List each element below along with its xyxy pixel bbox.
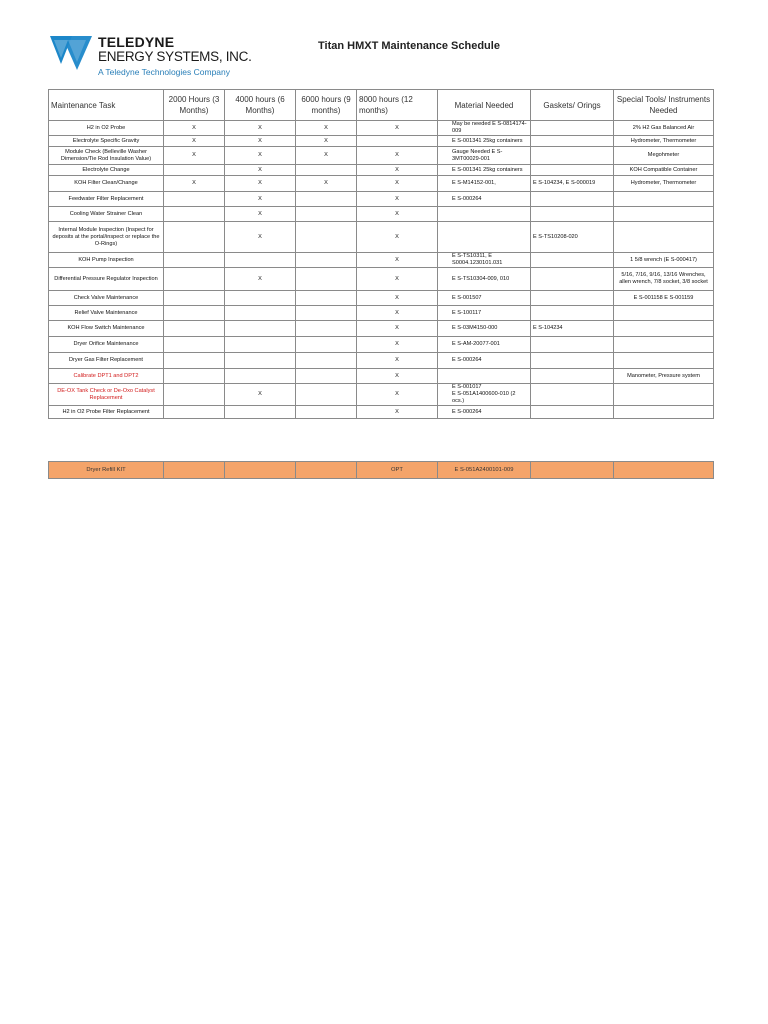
hours-8000-cell: X bbox=[357, 268, 438, 291]
tools-cell: Hydrometer, Thermometer bbox=[614, 176, 714, 192]
header-row bbox=[49, 90, 714, 121]
task-cell: Calibrate DPT1 and DPT2 bbox=[49, 369, 164, 384]
schedule-body bbox=[49, 121, 714, 419]
hours-4000-cell bbox=[225, 291, 296, 306]
task-cell: Electrolyte Specific Gravity bbox=[49, 136, 164, 147]
table-row bbox=[49, 268, 714, 291]
task-cell: Dryer Gas Filter Replacement bbox=[49, 353, 164, 369]
material-cell: E S-000264 bbox=[438, 192, 531, 207]
header-8000-hours: 8000 hours (12 months) bbox=[357, 90, 438, 121]
tools-cell bbox=[614, 192, 714, 207]
material-cell: E S-AM-20077-001 bbox=[438, 337, 531, 353]
task-cell: DE-OX Tank Check or De-Oxo Catalyst Replacement bbox=[49, 384, 164, 406]
hours-2000-cell bbox=[164, 406, 225, 419]
table-row bbox=[49, 353, 714, 369]
gaskets-cell bbox=[531, 384, 614, 406]
kit-2000 bbox=[164, 462, 225, 479]
gaskets-cell: E S-TS10208-020 bbox=[531, 222, 614, 253]
task-cell: Cooling Water Strainer Clean bbox=[49, 207, 164, 222]
material-cell: E S-001017 E S-051A1400600-010 (2 ocs.) bbox=[438, 384, 531, 406]
hours-6000-cell bbox=[296, 222, 357, 253]
hours-4000-cell bbox=[225, 353, 296, 369]
table-row bbox=[49, 192, 714, 207]
task-cell: KOH Filter Clean/Change bbox=[49, 176, 164, 192]
tools-cell: 1 5/8 wrench (E S-000417) bbox=[614, 253, 714, 268]
hours-2000-cell bbox=[164, 384, 225, 406]
table-row bbox=[49, 253, 714, 268]
teledyne-logo-icon bbox=[48, 34, 94, 72]
tools-cell: E S-001158 E S-001159 bbox=[614, 291, 714, 306]
hours-2000-cell bbox=[164, 306, 225, 321]
tools-cell: KOH Compatible Container bbox=[614, 165, 714, 176]
hours-2000-cell bbox=[164, 207, 225, 222]
table-row bbox=[49, 222, 714, 253]
gaskets-cell bbox=[531, 253, 614, 268]
hours-6000-cell bbox=[296, 165, 357, 176]
task-cell: Check Valve Maintenance bbox=[49, 291, 164, 306]
table-row bbox=[49, 291, 714, 306]
header-6000-hours: 6000 hours (9 months) bbox=[296, 90, 357, 121]
table-row bbox=[49, 207, 714, 222]
hours-6000-cell bbox=[296, 253, 357, 268]
hours-2000-cell bbox=[164, 222, 225, 253]
hours-4000-cell: X bbox=[225, 165, 296, 176]
hours-6000-cell bbox=[296, 192, 357, 207]
hours-8000-cell: X bbox=[357, 321, 438, 337]
task-cell: Differential Pressure Regulator Inspection bbox=[49, 268, 164, 291]
gaskets-cell bbox=[531, 121, 614, 136]
hours-8000-cell: X bbox=[357, 207, 438, 222]
material-cell bbox=[438, 369, 531, 384]
hours-6000-cell bbox=[296, 337, 357, 353]
hours-2000-cell bbox=[164, 369, 225, 384]
hours-4000-cell bbox=[225, 306, 296, 321]
kit-4000 bbox=[225, 462, 296, 479]
tools-cell: Manometer, Pressure system bbox=[614, 369, 714, 384]
hours-6000-cell bbox=[296, 384, 357, 406]
hours-4000-cell bbox=[225, 337, 296, 353]
tools-cell bbox=[614, 306, 714, 321]
hours-8000-cell bbox=[357, 136, 438, 147]
gaskets-cell bbox=[531, 207, 614, 222]
material-cell: Gauge Needed E S-3MT00029-001 bbox=[438, 147, 531, 165]
dryer-refill-kit-table bbox=[48, 461, 714, 479]
table-row bbox=[49, 121, 714, 136]
hours-4000-cell: X bbox=[225, 222, 296, 253]
tools-cell bbox=[614, 406, 714, 419]
task-cell: Electrolyte Change bbox=[49, 165, 164, 176]
gaskets-cell bbox=[531, 353, 614, 369]
hours-4000-cell: X bbox=[225, 121, 296, 136]
hours-4000-cell: X bbox=[225, 192, 296, 207]
hours-2000-cell: X bbox=[164, 176, 225, 192]
table-row bbox=[49, 406, 714, 419]
tools-cell bbox=[614, 337, 714, 353]
task-cell: Relief Valve Maintenance bbox=[49, 306, 164, 321]
hours-2000-cell bbox=[164, 268, 225, 291]
tools-cell: 5/16, 7/16, 9/16, 13/16 Wrenches, allen wrench, 7/8 socket, 3/8 socket bbox=[614, 268, 714, 291]
hours-8000-cell: X bbox=[357, 222, 438, 253]
task-cell: Dryer Orifice Maintenance bbox=[49, 337, 164, 353]
tools-cell bbox=[614, 207, 714, 222]
hours-2000-cell bbox=[164, 291, 225, 306]
material-cell: E S-000264 bbox=[438, 353, 531, 369]
header-tools: Special Tools/ Instruments Needed bbox=[614, 90, 714, 121]
hours-6000-cell bbox=[296, 406, 357, 419]
table-row bbox=[49, 136, 714, 147]
task-cell: H2 in O2 Probe Filter Replacement bbox=[49, 406, 164, 419]
task-cell: KOH Pump Inspection bbox=[49, 253, 164, 268]
maintenance-schedule-table bbox=[48, 89, 714, 419]
header-2000-hours: 2000 Hours (3 Months) bbox=[164, 90, 225, 121]
hours-2000-cell bbox=[164, 253, 225, 268]
hours-8000-cell: X bbox=[357, 176, 438, 192]
logo-tagline: A Teledyne Technologies Company bbox=[98, 67, 230, 77]
hours-2000-cell bbox=[164, 165, 225, 176]
task-cell: H2 in O2 Probe bbox=[49, 121, 164, 136]
gaskets-cell bbox=[531, 136, 614, 147]
hours-4000-cell bbox=[225, 369, 296, 384]
hours-2000-cell: X bbox=[164, 136, 225, 147]
tools-cell: 2% H2 Gas Balanced Air bbox=[614, 121, 714, 136]
hours-8000-cell: X bbox=[357, 192, 438, 207]
gaskets-cell bbox=[531, 147, 614, 165]
hours-8000-cell: X bbox=[357, 165, 438, 176]
hours-4000-cell: X bbox=[225, 176, 296, 192]
hours-8000-cell: X bbox=[357, 291, 438, 306]
hours-8000-cell: X bbox=[357, 369, 438, 384]
material-cell: E S-001341 25kg containers bbox=[438, 136, 531, 147]
hours-6000-cell bbox=[296, 321, 357, 337]
hours-4000-cell: X bbox=[225, 147, 296, 165]
hours-6000-cell: X bbox=[296, 176, 357, 192]
hours-6000-cell bbox=[296, 369, 357, 384]
table-row bbox=[49, 321, 714, 337]
kit-6000 bbox=[296, 462, 357, 479]
hours-8000-cell: X bbox=[357, 121, 438, 136]
material-cell: E S-000264 bbox=[438, 406, 531, 419]
table-row bbox=[49, 369, 714, 384]
hours-6000-cell bbox=[296, 291, 357, 306]
table-row bbox=[49, 147, 714, 165]
material-cell bbox=[438, 207, 531, 222]
hours-4000-cell: X bbox=[225, 207, 296, 222]
table-row bbox=[49, 176, 714, 192]
hours-2000-cell bbox=[164, 353, 225, 369]
gaskets-cell bbox=[531, 268, 614, 291]
material-cell: E S-03M4150-000 bbox=[438, 321, 531, 337]
hours-8000-cell: X bbox=[357, 337, 438, 353]
kit-tools bbox=[614, 462, 714, 479]
hours-4000-cell bbox=[225, 253, 296, 268]
table-row bbox=[49, 306, 714, 321]
hours-8000-cell: X bbox=[357, 306, 438, 321]
tools-cell: Hydrometer, Thermometer bbox=[614, 136, 714, 147]
hours-4000-cell: X bbox=[225, 384, 296, 406]
hours-8000-cell: X bbox=[357, 147, 438, 165]
task-cell: KOH Flow Switch Maintenance bbox=[49, 321, 164, 337]
material-cell bbox=[438, 222, 531, 253]
logo-company-name: TELEDYNE bbox=[98, 34, 175, 50]
hours-2000-cell: X bbox=[164, 147, 225, 165]
hours-2000-cell bbox=[164, 321, 225, 337]
hours-4000-cell bbox=[225, 321, 296, 337]
hours-8000-cell: X bbox=[357, 406, 438, 419]
material-cell: May be needed E S-0814174-009 bbox=[438, 121, 531, 136]
hours-6000-cell bbox=[296, 207, 357, 222]
material-cell: E S-M14152-001, bbox=[438, 176, 531, 192]
gaskets-cell bbox=[531, 192, 614, 207]
teledyne-logo bbox=[48, 34, 252, 84]
gaskets-cell: E S-104234 bbox=[531, 321, 614, 337]
task-cell: Module Check (Belleville Washer Dimension/Tie Rod Insulation Value) bbox=[49, 147, 164, 165]
hours-2000-cell: X bbox=[164, 121, 225, 136]
gaskets-cell bbox=[531, 291, 614, 306]
gaskets-cell: E S-104234, E S-000019 bbox=[531, 176, 614, 192]
kit-material: E S-051A2400101-009 bbox=[438, 462, 531, 479]
material-cell: E S-TS10304-009, 010 bbox=[438, 268, 531, 291]
gaskets-cell bbox=[531, 337, 614, 353]
tools-cell bbox=[614, 384, 714, 406]
material-cell: E S-TS10311, E S0004.1230101.031 bbox=[438, 253, 531, 268]
header-material: Material Needed bbox=[438, 90, 531, 121]
kit-gaskets bbox=[531, 462, 614, 479]
task-cell: Feedwater Filter Replacement bbox=[49, 192, 164, 207]
hours-6000-cell bbox=[296, 268, 357, 291]
hours-8000-cell: X bbox=[357, 353, 438, 369]
tools-cell bbox=[614, 222, 714, 253]
gaskets-cell bbox=[531, 306, 614, 321]
hours-6000-cell: X bbox=[296, 147, 357, 165]
document-title: Titan HMXT Maintenance Schedule bbox=[318, 40, 500, 52]
hours-6000-cell: X bbox=[296, 136, 357, 147]
tools-cell bbox=[614, 321, 714, 337]
hours-6000-cell bbox=[296, 353, 357, 369]
hours-8000-cell: X bbox=[357, 384, 438, 406]
header-4000-hours: 4000 hours (6 Months) bbox=[225, 90, 296, 121]
hours-2000-cell bbox=[164, 192, 225, 207]
hours-8000-cell: X bbox=[357, 253, 438, 268]
table-row bbox=[49, 337, 714, 353]
gaskets-cell bbox=[531, 406, 614, 419]
kit-task: Dryer Refill KIT bbox=[49, 462, 164, 479]
kit-8000: OPT bbox=[357, 462, 438, 479]
logo-company-subtitle: ENERGY SYSTEMS, INC. bbox=[98, 49, 252, 64]
header-task: Maintenance Task bbox=[49, 90, 164, 121]
kit-row bbox=[49, 462, 714, 479]
material-cell: E S-001341 25kg containers bbox=[438, 165, 531, 176]
task-cell: Internal Module Inspection (Inspect for deposits at the portal/inspect or replace the O-Rings) bbox=[49, 222, 164, 253]
gaskets-cell bbox=[531, 165, 614, 176]
hours-2000-cell bbox=[164, 337, 225, 353]
hours-4000-cell: X bbox=[225, 136, 296, 147]
gaskets-cell bbox=[531, 369, 614, 384]
tools-cell: Megohmeter bbox=[614, 147, 714, 165]
tools-cell bbox=[614, 353, 714, 369]
table-row bbox=[49, 165, 714, 176]
material-cell: E S-100117 bbox=[438, 306, 531, 321]
material-cell: E S-001507 bbox=[438, 291, 531, 306]
hours-6000-cell: X bbox=[296, 121, 357, 136]
header-gaskets: Gaskets/ Orings bbox=[531, 90, 614, 121]
hours-4000-cell: X bbox=[225, 268, 296, 291]
hours-6000-cell bbox=[296, 306, 357, 321]
table-row bbox=[49, 384, 714, 406]
hours-4000-cell bbox=[225, 406, 296, 419]
